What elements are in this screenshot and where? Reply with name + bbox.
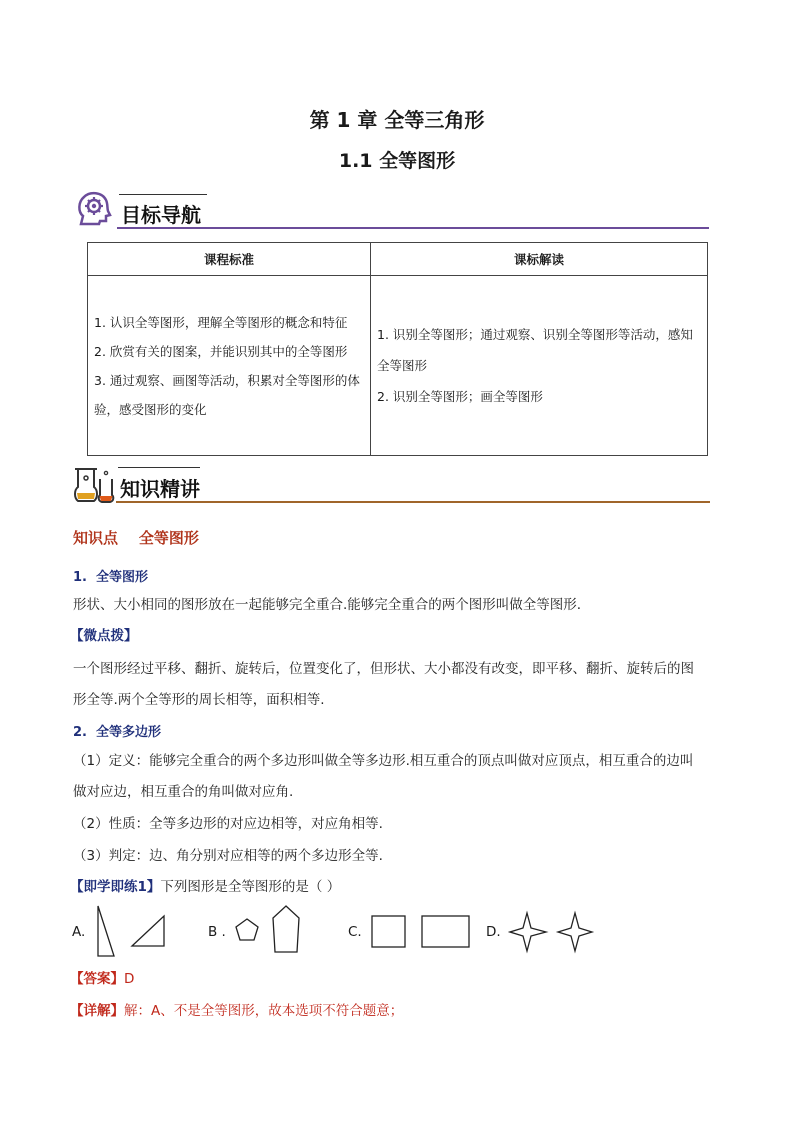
option-d-figures (506, 910, 596, 954)
list-item: 2. 识别全等图形；画全等图形 (377, 389, 543, 404)
table-header-cell: 课标解读 (371, 243, 708, 276)
head-gear-icon (75, 190, 113, 228)
option-b-label: B . (208, 924, 226, 940)
detail-text: 解：A、不是全等图形，故本选项不符合题意； (124, 1003, 404, 1019)
tip-label: 【微点拨】 (70, 628, 138, 644)
answer-line (70, 964, 134, 994)
banner-title: 知识精讲 (120, 477, 200, 501)
table-header-cell: 课程标准 (88, 243, 371, 276)
paragraph: （1）定义：能够完全重合的两个多边形叫做全等多边形.相互重合的顶点叫做对应顶点，相互重合的边叫 (73, 753, 694, 769)
knowledge-banner (72, 463, 710, 507)
list-item: 1. 识别全等图形；通过观察、识别全等图形等活动，感知全等图形 (377, 327, 693, 373)
table-cell (88, 276, 371, 456)
banner-title: 目标导航 (121, 203, 201, 227)
section-title: 1.1 全等图形 (338, 150, 456, 172)
table-header-row (88, 243, 708, 276)
paragraph: （2）性质：全等多边形的对应边相等，对应角相等. (73, 816, 383, 832)
exercise-label: 【即学即练1】 (70, 879, 161, 895)
chapter-title: 第 1 章 全等三角形 (309, 108, 485, 132)
detail-label: 【详解】 (70, 1003, 124, 1019)
option-c-figures (368, 912, 474, 952)
standards-table (87, 242, 708, 456)
table-row (88, 276, 708, 456)
exercise-question (70, 872, 340, 902)
option-a-label: A. (72, 924, 86, 940)
table-cell (371, 276, 708, 456)
question-text: 下列图形是全等图形的是（ ） (160, 879, 341, 895)
target-nav-banner (75, 186, 709, 232)
list-item: 1. 认识全等图形，理解全等图形的概念和特征 (94, 314, 348, 330)
list-item: 3. 通过观察、画图等活动，积累对全等图形的体验，感受图形的变化 (94, 372, 360, 417)
paragraph: 形状、大小相同的图形放在一起能够完全重合.能够完全重合的两个图形叫做全等图形. (73, 597, 582, 613)
answer-value: D (124, 971, 135, 987)
answer-label: 【答案】 (70, 971, 124, 987)
paragraph: 做对应边，相互重合的角叫做对应角. (73, 784, 294, 800)
paragraph: （3）判定：边、角分别对应相等的两个多边形全等. (73, 848, 383, 864)
flask-icon (72, 465, 116, 505)
section-heading: 2. 全等多边形 (73, 725, 162, 740)
option-b-figures (228, 904, 308, 956)
option-a-figures (90, 900, 170, 960)
knowledge-point-title: 知识点 全等图形 (73, 529, 199, 547)
list-item: 2. 欣赏有关的图案，并能识别其中的全等图形 (94, 343, 348, 359)
section-heading: 1. 全等图形 (73, 570, 149, 585)
option-d-label: D. (486, 924, 501, 940)
detail-line (70, 996, 403, 1026)
paragraph: 一个图形经过平移、翻折、旋转后，位置变化了，但形状、大小都没有改变，即平移、翻折、旋转后的图 (73, 661, 694, 677)
option-c-label: C. (348, 924, 362, 940)
paragraph: 形全等.两个全等形的周长相等，面积相等. (73, 692, 325, 708)
